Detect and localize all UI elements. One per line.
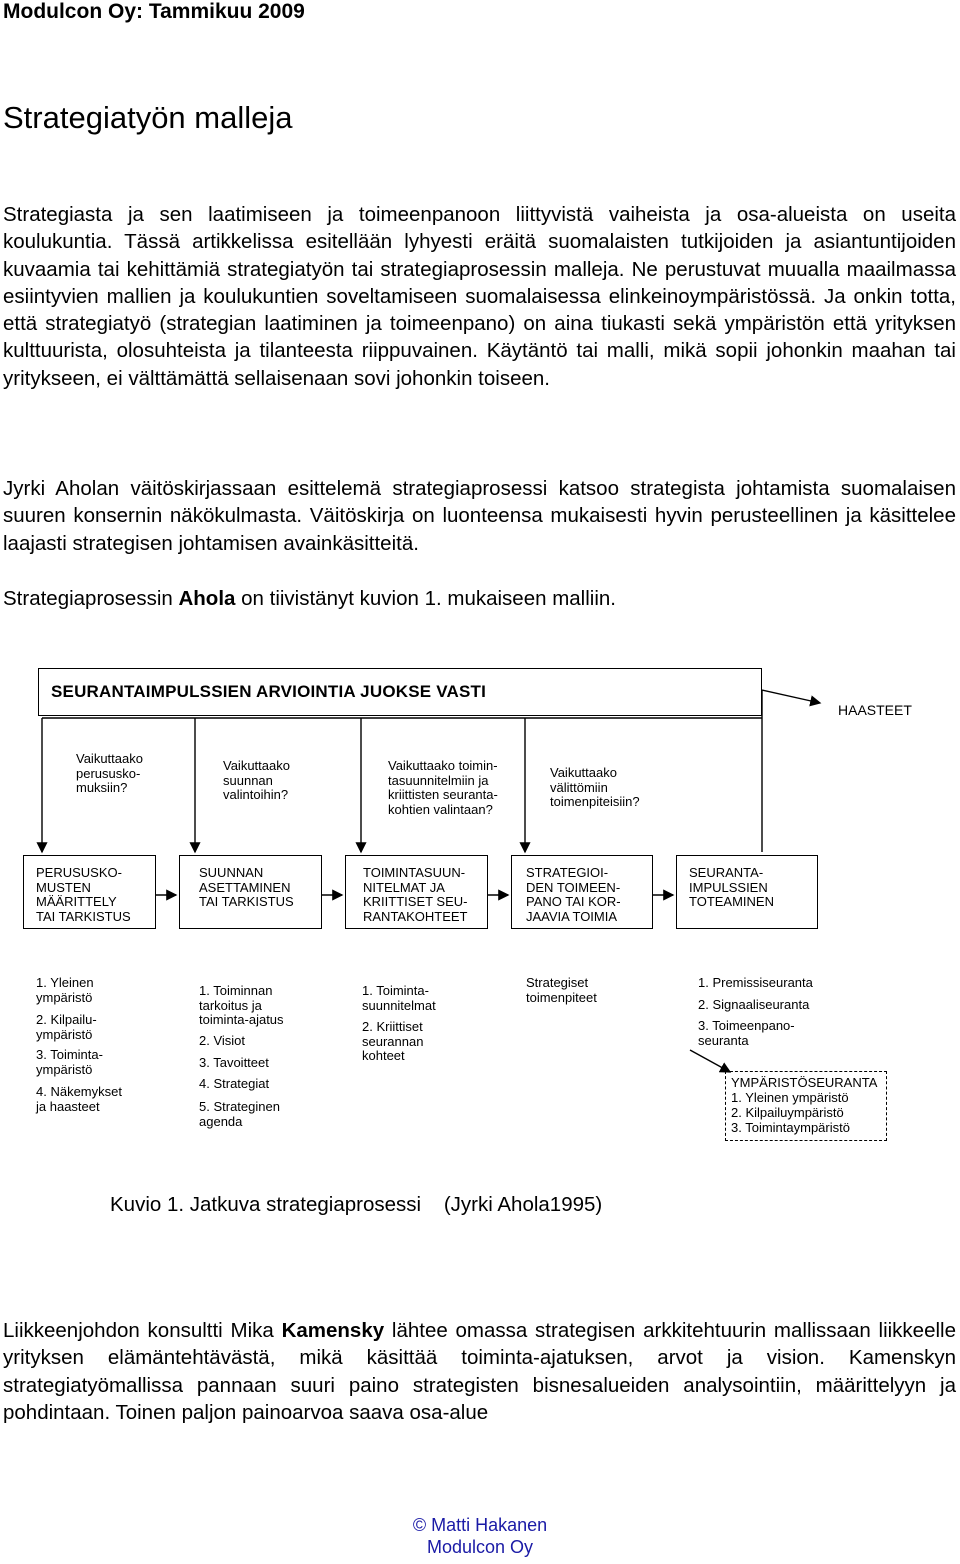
col2-item: 3. Tavoitteet — [199, 1055, 269, 1070]
monitoring-evaluation-box: SEURANTAIMPULSSIEN ARVIOINTIA JUOKSE VASTI — [38, 668, 762, 716]
question-4: Vaikuttaako välittömiin toimenpiteisiin? — [550, 765, 640, 810]
challenges-arrow — [762, 690, 820, 703]
intro-paragraph: Strategiasta ja sen laatimiseen ja toimeenpanoon liittyvistä vaiheista ja osa-alueista on useita koulukuntia. Tässä artikkelissa esitellään lyhyesti eräitä suomalaisten tutkijoiden ja asiantuntijoiden kuvaamia tai kehittämiä strategiatyön tai strategiaprosessin malleja. Ne perustuvat muualla maailmassa esiintyvien mallien ja koulukuntien soveltamiseen suomalaisessa elinkeinoympäristössä. Ja onkin totta, että strategiatyö (strategian laatiminen ja toimeenpano) on aina tiukasti sekä ympäristön että yrityksen kulttuurista, olosuhteista ja tilanteesta riippuvainen. Käytäntö tai malli, mikä sopii johonkin maahan tai yritykseen, ei välttämättä sellaisenaan sovi johonkin toiseen. — [3, 203, 956, 390]
col4-item: Strategiset toimenpiteet — [526, 975, 597, 1005]
phase-beliefs-box: PERUSUSKO- MUSTEN MÄÄRITTELY TAI TARKISTUS — [23, 855, 156, 929]
challenges-label: HAASTEET — [838, 702, 912, 718]
question-3: Vaikuttaako toimin- tasuunnitelmiin ja kriittisten seuranta- kohtien valintaan? — [388, 758, 498, 817]
environment-monitoring-box: YMPÄRISTÖSEURANTA 1. Yleinen ympäristö 2. Kilpailuympäristö 3. Toimintaympäristö — [725, 1071, 887, 1141]
col2-item: 2. Visiot — [199, 1033, 246, 1048]
question-1: Vaikuttaako perususko- muksiin? — [76, 751, 143, 796]
figure-caption: Kuvio 1. Jatkuva strategiaprosessi (Jyrki Ahola1995) — [110, 1193, 603, 1216]
phase-direction-box: SUUNNAN ASETTAMINEN TAI TARKISTUS — [179, 855, 322, 929]
col1-item: 2. Kilpailu- ympäristö — [36, 1012, 97, 1042]
footer-company: Modulcon Oy — [426, 1537, 534, 1557]
col2-item: 1. Toiminnan tarkoitus ja toiminta-ajatus — [199, 983, 284, 1028]
ahola-paragraph: Jyrki Aholan väitöskirjassaan esittelemä strategiaprosessi katsoo strategista johtamista suomalaisen suuren konsernin näkökulmasta. Väitöskirja on luonteensa mukaisesti hyvin perusteellinen ja käsittelee laajasti strategisen johtamisen avainkäsitteitä. — [3, 477, 956, 555]
col3-item: 1. Toiminta- suunnitelmat — [362, 983, 436, 1013]
col1-item: 3. Toiminta- ympäristö — [36, 1047, 103, 1077]
footer-copyright: © Matti Hakanen — [412, 1515, 548, 1535]
kamensky-name: Kamensky — [281, 1319, 385, 1342]
col2-item: 4. Strategiat — [199, 1076, 270, 1091]
col3-item: 2. Kriittiset seurannan kohteet — [362, 1019, 424, 1064]
col5-item: 3. Toimeenpano- seuranta — [698, 1018, 795, 1048]
col1-item: 4. Näkemykset ja haasteet — [36, 1084, 122, 1114]
col1-item: 1. Yleinen ympäristö — [36, 975, 94, 1005]
col5-item: 2. Signaaliseuranta — [698, 997, 810, 1012]
phase-monitoring-box: SEURANTA- IMPULSSIEN TOTEAMINEN — [676, 855, 818, 929]
phase-implementation-box: STRATEGIOI- DEN TOIMEEN- PANO TAI KOR- JAAVIA TOIMIA — [511, 855, 653, 929]
col2-item: 5. Strateginen agenda — [199, 1099, 280, 1129]
col5-item: 1. Premissiseuranta — [698, 975, 813, 990]
ahola-name: Ahola — [178, 587, 236, 610]
phase-action-plans-box: TOIMINTASUUN- NITELMAT JA KRIITTISET SEU- RANTAKOHTEET — [345, 855, 488, 929]
question-2: Vaikuttaako suunnan valintoihin? — [223, 758, 290, 803]
ahola-model-sentence: Strategiaprosessin Ahola on tiivistänyt kuvion 1. mukaiseen malliin. — [3, 587, 616, 610]
document-header: Modulcon Oy: Tammikuu 2009 — [3, 0, 305, 23]
page-title: Strategiatyön malleja — [3, 100, 293, 135]
kamensky-paragraph: Liikkeenjohdon konsultti Mika Kamensky lähtee omassa strategisen arkkitehtuurin mallissaan liikkeelle yrityksen elämäntehtävästä, mikä käsittää toiminta-ajatuksen, arvot ja vision. Kamenskyn strategiatyömallissa pannaan suuri paino strategisten bisnesalueiden analysointiin, määrittelyyn ja pohdintaan. Toinen paljon painoarvoa saava osa-alue — [3, 1319, 956, 1424]
